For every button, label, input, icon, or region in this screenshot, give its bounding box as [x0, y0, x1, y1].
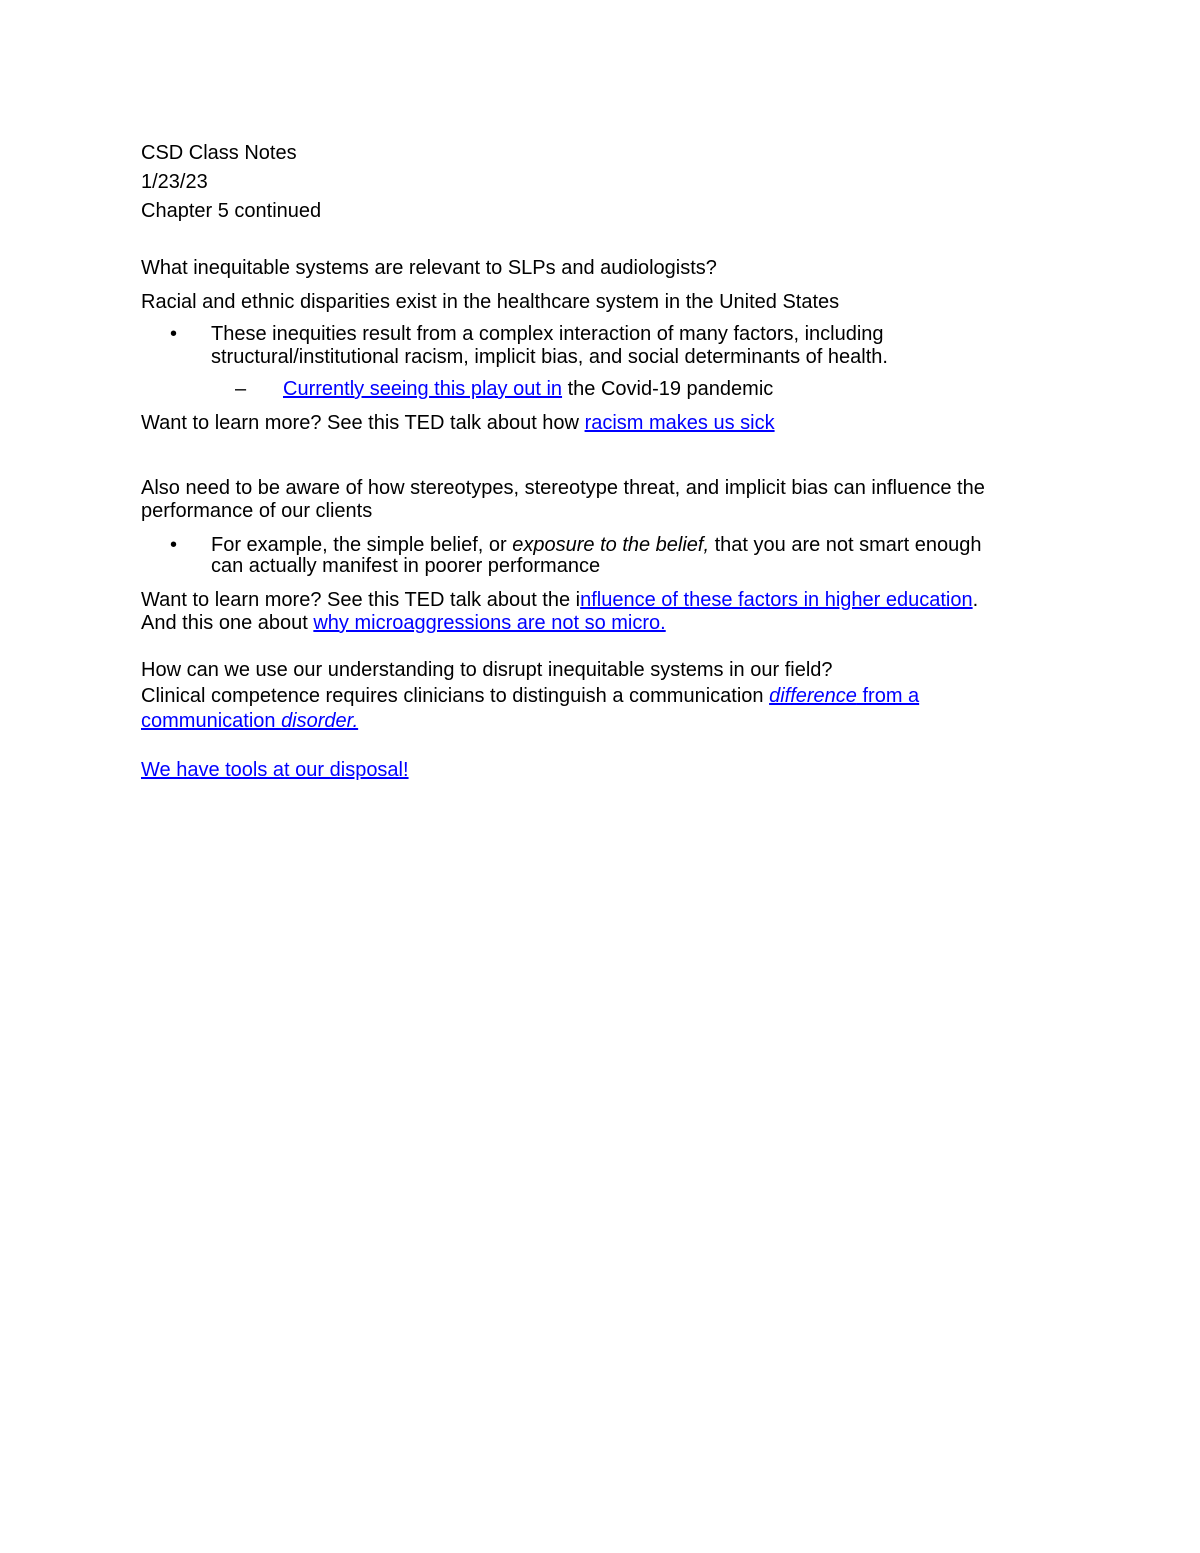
learn-more-racism: [141, 411, 775, 435]
from-a-text: from a: [856, 685, 920, 707]
covid-text: the Covid-19 pandemic: [562, 378, 774, 400]
example-text-end: that you are not smart enough: [709, 534, 982, 556]
bullet-inequities-line2: structural/institutional racism, implicit bias, and social determinants of health.: [211, 346, 888, 368]
tools-at-disposal-link[interactable]: We have tools at our disposal!: [141, 759, 409, 781]
microaggressions-line: [141, 611, 666, 635]
racism-makes-us-sick-link[interactable]: racism makes us sick: [584, 412, 775, 434]
stereotypes-line1: Also need to be aware of how stereotypes, stereotype threat, and implicit bias can influence the: [141, 477, 985, 499]
tools-line: [141, 758, 409, 782]
disorder-word: disorder.: [281, 710, 359, 732]
learn-more-text: Want to learn more? See this TED talk about the i: [141, 589, 581, 611]
period: .: [972, 589, 979, 611]
covid-link[interactable]: Currently seeing this play out in: [283, 378, 563, 400]
question-disrupt: How can we use our understanding to disrupt inequitable systems in our field?: [141, 659, 833, 681]
example-text-italic: exposure to the belief,: [512, 534, 710, 556]
question-inequitable-systems: What inequitable systems are relevant to SLPs and audiologists?: [141, 257, 717, 279]
learn-more-text: Want to learn more? See this TED talk about how: [141, 412, 585, 434]
microaggressions-link[interactable]: why microaggressions are not so micro.: [313, 612, 666, 634]
document-date: 1/23/23: [141, 171, 208, 193]
higher-education-link[interactable]: nfluence of these factors in higher education: [580, 589, 973, 611]
chapter-label: Chapter 5 continued: [141, 200, 322, 222]
competence-line1: [141, 684, 919, 708]
sub-bullet-covid: [283, 377, 773, 401]
competence-line2: [141, 709, 358, 733]
example-text-start: For example, the simple belief, or: [211, 534, 513, 556]
communication-word: communication: [141, 710, 282, 732]
bullet-inequities-line1: These inequities result from a complex interaction of many factors, including: [211, 323, 884, 345]
dash-glyph: –: [235, 378, 247, 400]
difference-disorder-link[interactable]: [769, 685, 919, 707]
and-text: And this one about: [141, 612, 314, 634]
difference-disorder-link-cont[interactable]: [141, 710, 358, 732]
bullet-glyph: •: [170, 534, 178, 556]
bullet-glyph: •: [170, 323, 178, 345]
stereotypes-line2: performance of our clients: [141, 500, 373, 522]
difference-word: difference: [769, 685, 857, 707]
disparities-statement: Racial and ethnic disparities exist in the healthcare system in the United States: [141, 291, 840, 313]
competence-text: Clinical competence requires clinicians to distinguish a communication: [141, 685, 770, 707]
document-title: CSD Class Notes: [141, 142, 297, 164]
bullet-example-line2: can actually manifest in poorer performance: [211, 555, 601, 577]
learn-more-higher-ed: [141, 588, 978, 612]
